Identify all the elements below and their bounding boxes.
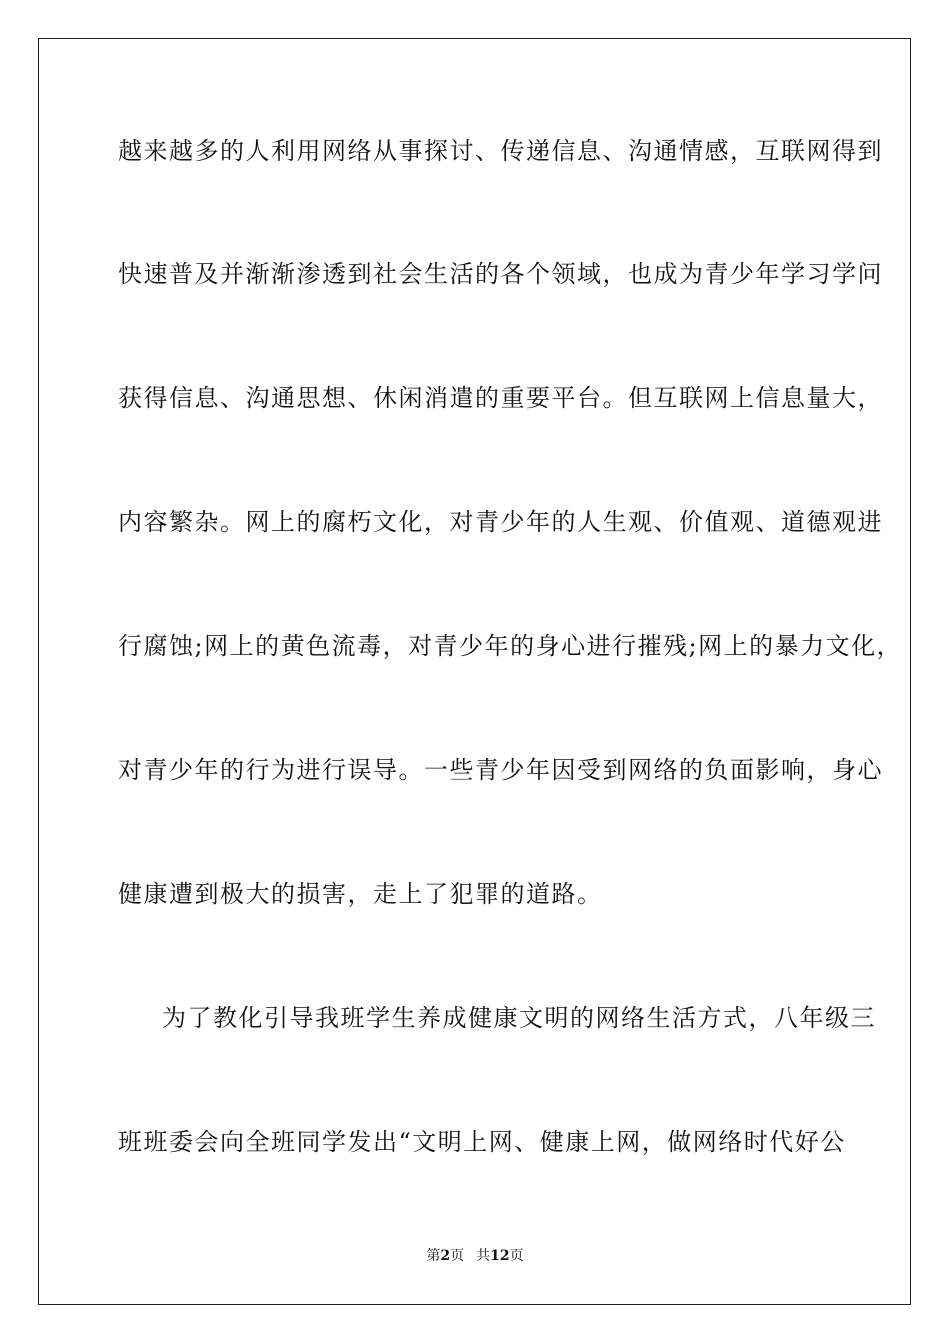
body-line-8-paragraph-start: 为了教化引导我班学生养成健康文明的网络生活方式，八年级三 bbox=[162, 1004, 876, 1032]
footer-page-number: 2 bbox=[440, 1248, 451, 1264]
footer-total-suffix: 页 bbox=[509, 1248, 524, 1264]
body-line-6: 对青少年的行为进行误导。一些青少年因受到网络的负面影响，身心 bbox=[118, 756, 883, 784]
body-line-2: 快速普及并渐渐渗透到社会生活的各个领域，也成为青少年学习学问 bbox=[118, 260, 883, 288]
page-border bbox=[38, 38, 911, 1305]
footer-page-prefix: 第 bbox=[426, 1248, 441, 1264]
body-line-4: 内容繁杂。网上的腐朽文化，对青少年的人生观、价值观、道德观进 bbox=[118, 508, 883, 536]
body-line-5: 行腐蚀;网上的黄色流毒，对青少年的身心进行摧残;网上的暴力文化， bbox=[118, 632, 903, 660]
page-footer bbox=[0, 1247, 950, 1265]
body-line-9: 班班委会向全班同学发出“文明上网、健康上网，做网络时代好公 bbox=[118, 1128, 846, 1156]
body-line-3: 获得信息、沟通思想、休闲消遣的重要平台。但互联网上信息量大， bbox=[118, 384, 883, 412]
body-line-7: 健康遭到极大的损害，走上了犯罪的道路。 bbox=[118, 880, 603, 908]
body-line-1: 越来越多的人利用网络从事探讨、传递信息、沟通情感，互联网得到 bbox=[118, 137, 883, 165]
footer-total-prefix: 共 bbox=[476, 1248, 491, 1264]
footer-total-number: 12 bbox=[490, 1248, 510, 1264]
footer-page-suffix: 页 bbox=[450, 1248, 465, 1264]
